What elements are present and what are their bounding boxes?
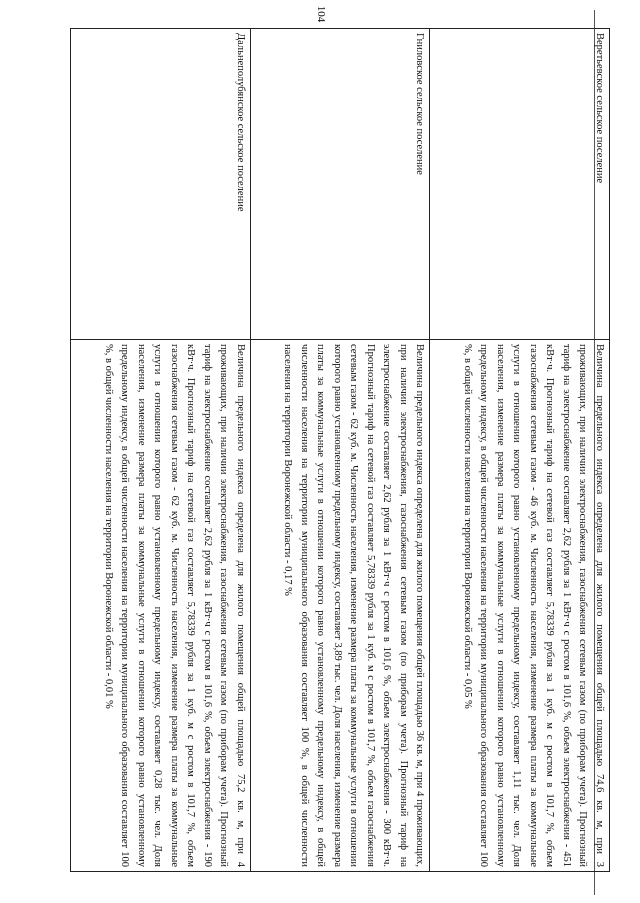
settlement-name: Дальнеполубянское сельское поселение <box>71 29 251 340</box>
index-description: Величина предельного индекса определена для жилого помещения общей площадью 36 кв. м, при 4 проживающих, при наличии электроснабжения, газоснабжения сетевым газом (по приборам учета). Прогнозный тариф на электроснабжение составляет 2,62 рубля за 1 кВт·ч с ростом в 101,6 %, объем электроснабжения - 300 кВт·ч. Прогнозный тариф на сетевой газ составляет 5,78339 рубля за 1 куб. м с ростом в 101,7 %, объем газоснабжения сетевым газом - 62 куб. м. Численность населения, изменение размера платы за коммунальные услуги в отношении которого равно установленному предельному индексу, составляет 3,89 тыс. чел. Доля населения, изменение размера платы за коммунальные услуги в отношении которого равно установленному предельному индексу, в общей численности населения на территории муниципального образования составляет 100 %, в общей численности населения на территории Воронежской области - 0,17 % <box>250 340 430 872</box>
settlement-name: Веретьевское сельское поселение <box>430 29 610 340</box>
tariff-table <box>70 28 610 872</box>
table-row <box>430 29 610 872</box>
table-row <box>250 29 430 872</box>
rotated-table-container <box>70 28 610 872</box>
page-number: 104 <box>315 5 327 23</box>
index-description: Величина предельного индекса определена для жилого помещения общей площадью 74,6 кв. м, при 3 проживающих, при наличии электроснабжения, газоснабжения сетевым газом (по приборам учета). Прогнозный тариф на электроснабжение составляет 2,62 рубля за 1 кВт·ч с ростом в 101,6 %, объем электроснабжения - 451 кВт·ч. Прогнозный тариф на сетевой газ составляет 5,78339 рубля за 1 куб. м с ростом в 101,7 %, объем газоснабжения сетевым газом - 46 куб. м. Численность населения, изменение размера платы за коммунальные услуги в отношении которого равно установленному предельному индексу, составляет 1,11 тыс. чел. Доля населения, изменение размера платы за коммунальные услуги в отношении которого равно установленному предельному индексу, в общей численности населения на территории муниципального образования составляет 100 %, в общей численности населения на территории Воронежской области - 0,05 % <box>430 340 610 872</box>
settlement-name: Гниловское сельское поселение <box>250 29 430 340</box>
index-description: Величина предельного индекса определена для жилого помещения общей площадью 75,2 кв. м, при 4 проживающих, при наличии электроснабжения, газоснабжения сетевым газом (по приборам учета). Прогнозный тариф на электроснабжение составляет 2,62 рубля за 1 кВт·ч с ростом в 101,6 %, объем электроснабжения - 190 кВт·ч. Прогнозный тариф на сетевой газ составляет 5,78339 рубля за 1 куб. м с ростом в 101,7 %, объем газоснабжения сетевым газом - 62 куб. м. Численность населения, изменение размера платы за коммунальные услуги в отношении которого равно установленному предельному индексу, составляет 0,28 тыс. чел. Доля населения, изменение размера платы за коммунальные услуги в отношении которого равно установленному предельному индексу, в общей численности населения на территории муниципального образования составляет 100 %, в общей численности населения на территории Воронежской области - 0,01 % <box>71 340 251 872</box>
table-row <box>71 29 251 872</box>
